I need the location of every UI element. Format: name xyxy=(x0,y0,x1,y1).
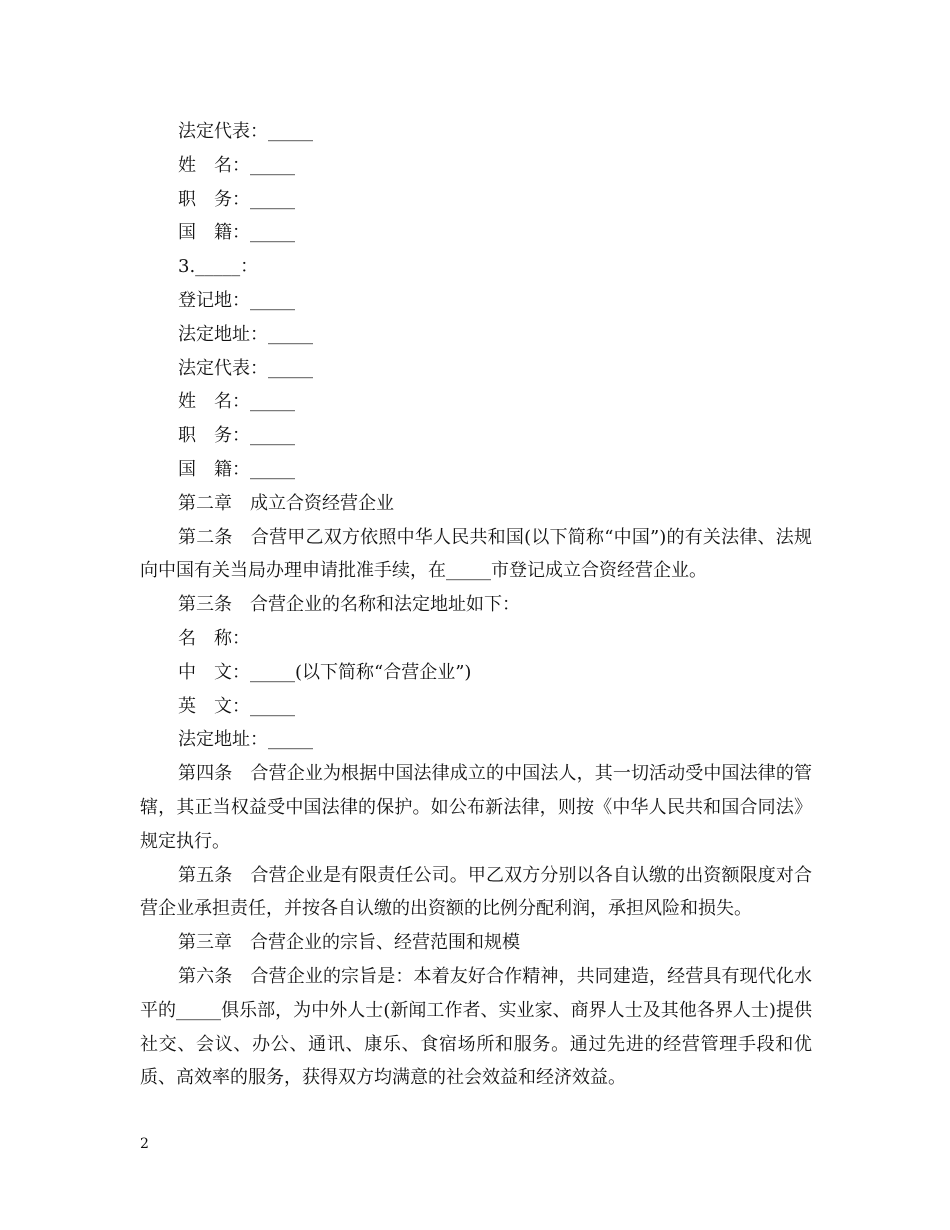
article-5-paragraph: 第五条 合营企业是有限责任公司。甲乙双方分别以各自认缴的出资额限度对合营企业承担责任，并按各自认缴的出资额的比例分配利润，承担风险和损失。 xyxy=(140,864,812,920)
legal-representative-line: 法定代表：_____ xyxy=(178,121,313,142)
article-3-heading: 第三条 合营企业的名称和法定地址如下： xyxy=(178,594,520,616)
page-number: 2 xyxy=(140,1136,149,1152)
company-address-line: 法定地址：_____ xyxy=(178,729,313,751)
legal-address-line: 法定地址：_____ xyxy=(178,323,313,345)
article-4-paragraph: 第四条 合营企业为根据中国法律成立的中国法人，其一切活动受中国法律的管辖，其正当权益受中国法律的保护。如公布新法律，则按《中华人民共和国合同法》规定执行。 xyxy=(140,763,812,852)
article-6-paragraph: 第六条 合营企业的宗旨是：本着友好合作精神，共同建造，经营具有现代化水平的_____俱乐部，为中外人士(新闻工作者、实业家、商界人士及其他各界人士)提供社交、会议、办公、通讯、康乐、食宿场所和服务。通过先进的经营管理手段和优质、高效率的服务，获得双方均满意的社会效益和经济效益。 xyxy=(140,965,812,1089)
english-name-line: 英 文：_____ xyxy=(178,695,295,717)
company-name-label: 名 称： xyxy=(178,627,250,649)
position-line-2: 职 务：_____ xyxy=(178,425,295,447)
chinese-name-line: 中 文：_____(以下简称“合营企业”) xyxy=(178,661,472,683)
name-line: 姓 名：_____ xyxy=(178,154,295,176)
chapter-2-heading: 第二章 成立合资经营企业 xyxy=(178,492,394,514)
name-line-2: 姓 名：_____ xyxy=(178,391,295,413)
document-body xyxy=(140,115,812,1095)
chapter-3-heading: 第三章 合营企业的宗旨、经营范围和规模 xyxy=(178,932,520,954)
article-2-paragraph: 第二条 合营甲乙双方依照中华人民共和国(以下简称“中国”)的有关法律、法规向中国有关当局办理申请批准手续，在_____市登记成立合资经营企业。 xyxy=(140,526,812,582)
legal-representative-line-2: 法定代表：_____ xyxy=(178,357,313,379)
registration-place-line: 登记地：_____ xyxy=(178,289,295,311)
nationality-line-2: 国 籍：_____ xyxy=(178,458,295,480)
party-3-line: 3._____： xyxy=(178,256,259,278)
position-line: 职 务：_____ xyxy=(178,188,295,210)
nationality-line: 国 籍：_____ xyxy=(178,222,295,244)
